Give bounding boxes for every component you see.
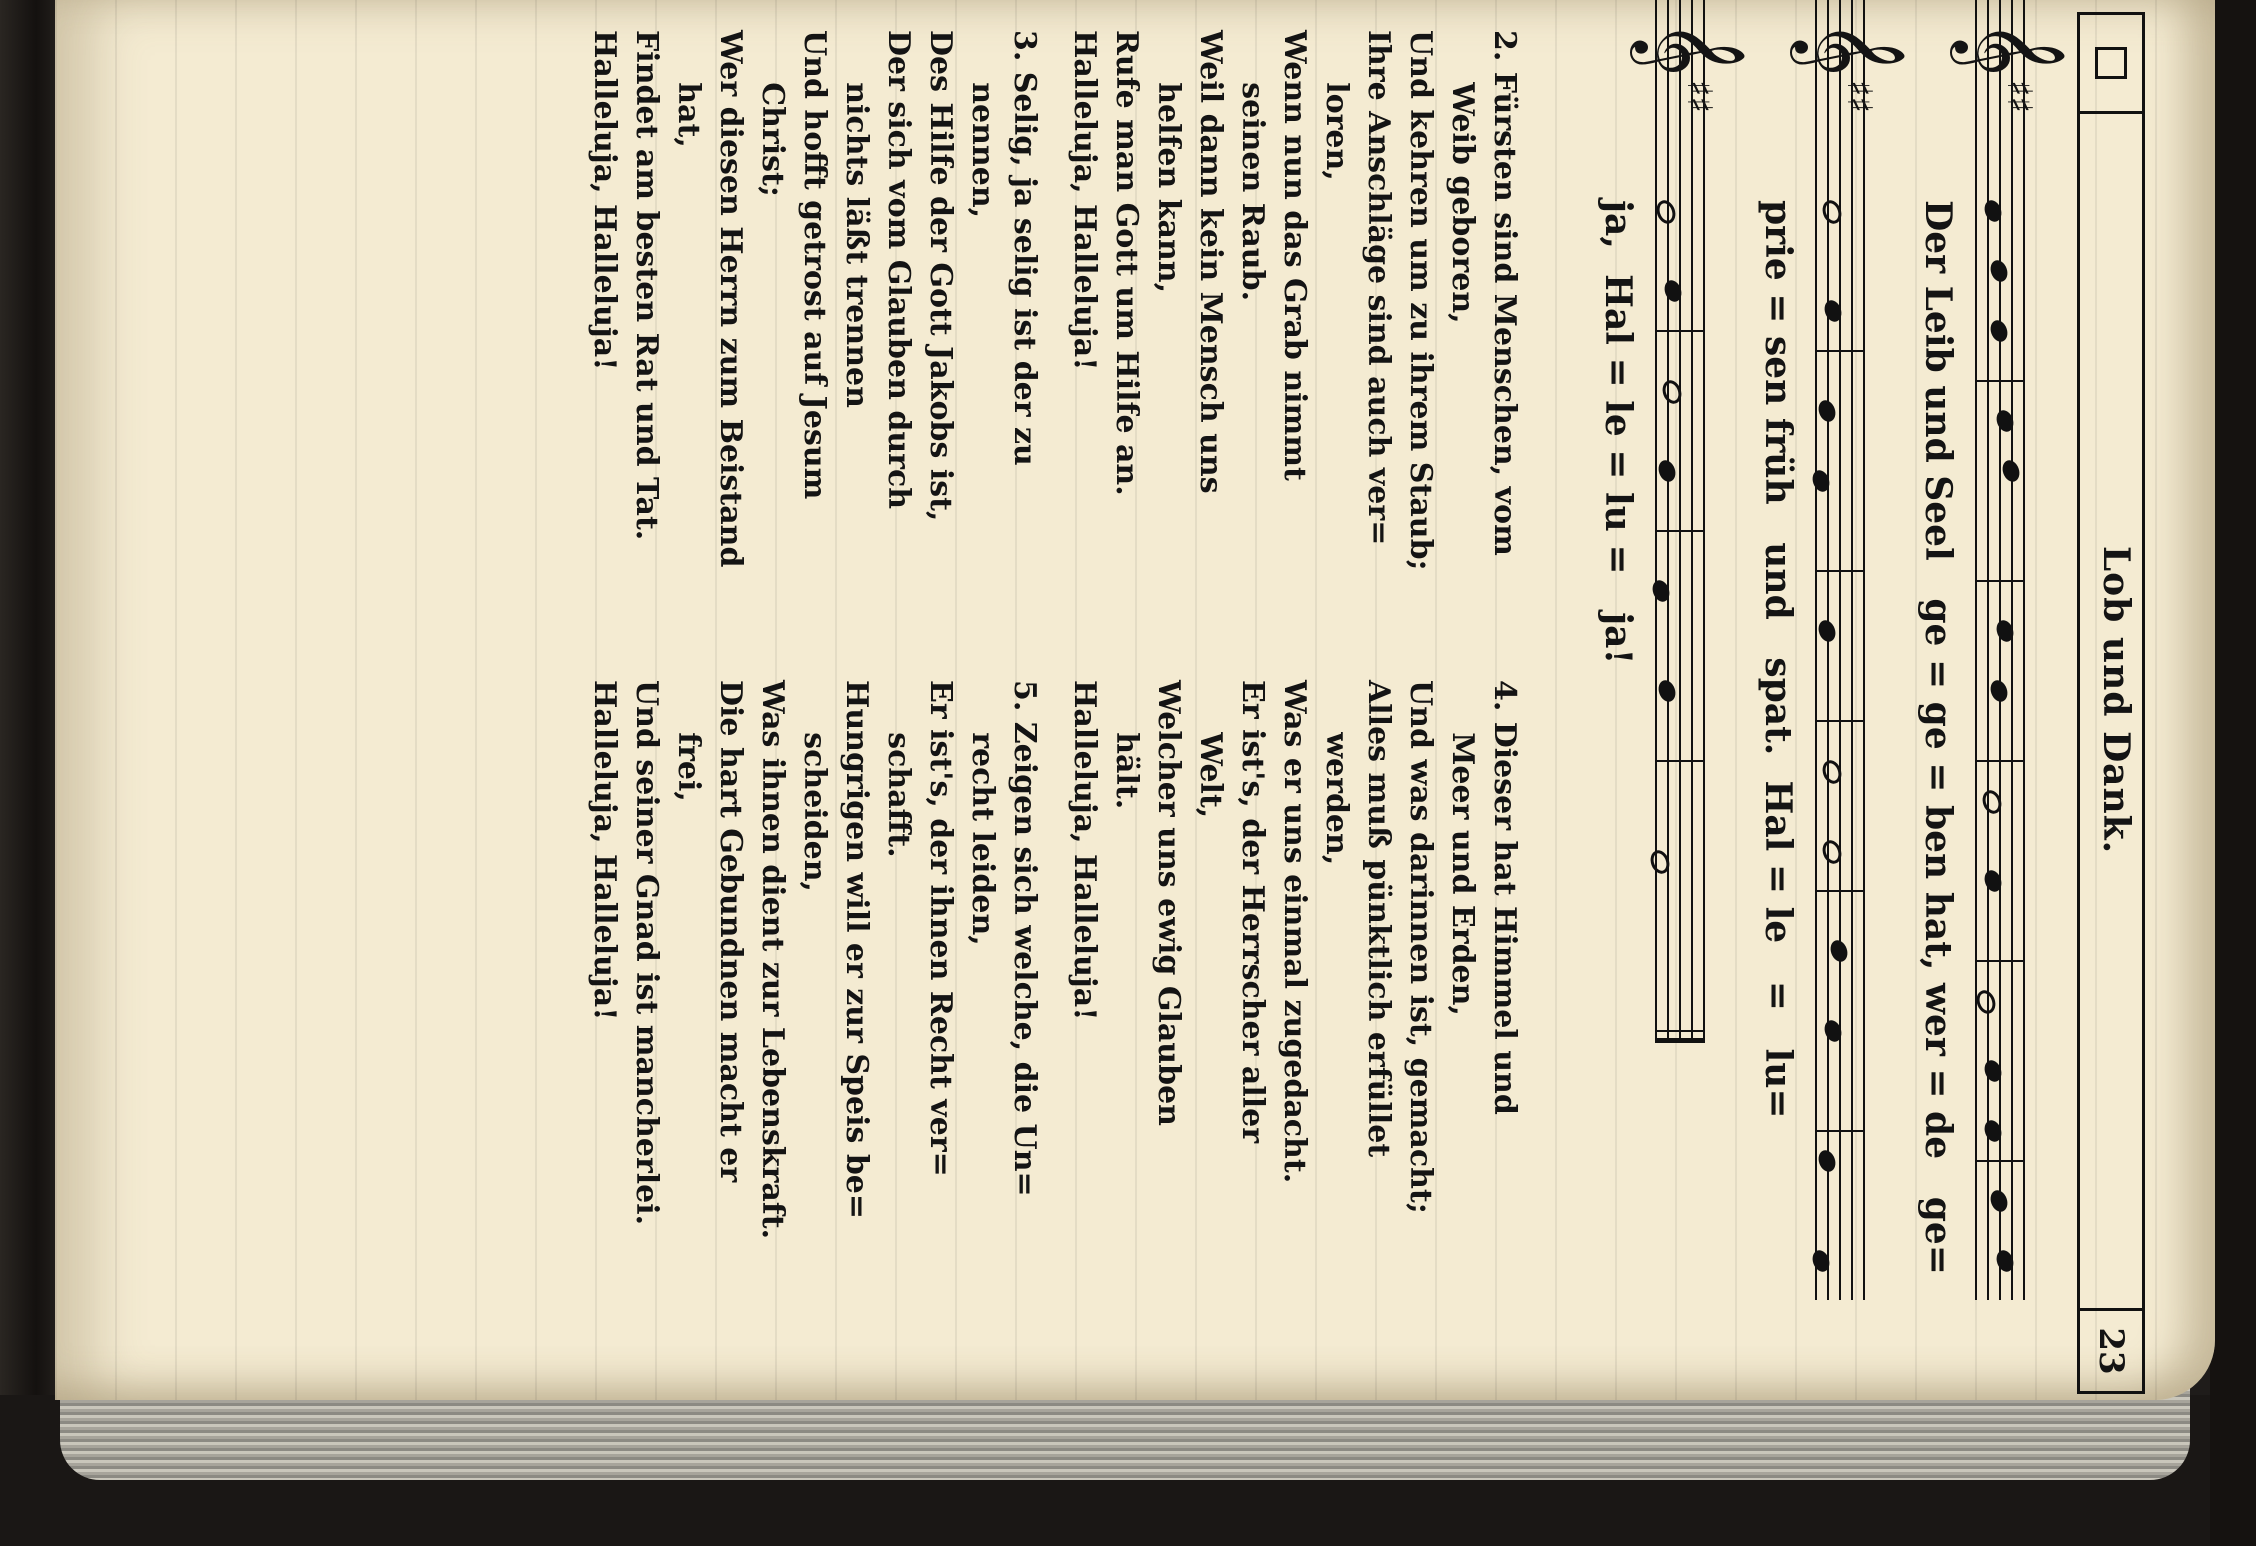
music-system-2 (1735, 0, 1907, 1400)
note (1973, 988, 1998, 1017)
sharp-icon: ♯♯ (1679, 80, 1719, 113)
verse-2: 2. Fürsten sind Menschen, vom Weib geboren, Und kehren um zu ihrem Staub; Ihre Anschläge sind auch ver= loren, Wenn nun das Grab nimmt seinen Raub. Weil dann kein Mensch uns helfen kann, Rufe man Gott um Hilfe an. Halleluja, Halleluja! (1067, 30, 1522, 571)
music-system-3 (1575, 0, 1747, 1400)
treble-clef-icon: 𝄞 (1635, 20, 1747, 77)
rotated-page-content (95, 0, 2155, 1400)
sharp-icon: ♯♯ (1839, 80, 1879, 113)
treble-clef-icon: 𝄞 (1795, 20, 1907, 77)
note (1653, 198, 1678, 227)
page-number: 23 (2077, 1308, 2145, 1394)
lyrics-line-3: ja, Hal = le = lu = ja! (1597, 200, 1639, 665)
sharp-icon: ♯♯ (1999, 80, 2039, 113)
note (1988, 678, 2011, 704)
page-title: Lob und Dank. (2095, 545, 2137, 855)
note (1828, 938, 1851, 964)
verse-3: 3. Selig, ja selig ist der zu nennen, Des Hilfe der Gott Jakobs ist, Der sich vom Glauben durch nichts läßt trennen Und hofft getrost auf Jesum Christ; Wer diesen Herrn zum Beistand hat, Findet am besten Rat und Tat. Halleluja, Halleluja! (587, 30, 1042, 568)
page-header (2071, 0, 2155, 1400)
book-cover-right (2210, 0, 2256, 1546)
note (1988, 258, 2011, 284)
verse-5: 5. Zeigen sich welche, die Un= recht leiden, Er ist's, der ihnen Recht ver= schafft. Hungrigen will er zur Speis be= scheiden, Was ihnen dient zur Lebenskraft. Die hart Gebundnen macht er frei, Und seiner Gnad ist mancherlei. Halleluja, Halleluja! (587, 680, 1042, 1240)
note (1816, 618, 1839, 644)
note (1816, 398, 1839, 424)
note (1816, 1148, 1839, 1174)
book-binding (0, 0, 60, 1546)
note (1656, 678, 1679, 704)
book-page (55, 0, 2215, 1400)
note (1988, 1188, 2011, 1214)
note (1988, 318, 2011, 344)
treble-clef-icon: 𝄞 (1955, 20, 2067, 77)
note (1656, 458, 1679, 484)
verse-4: 4. Dieser hat Himmel und Meer und Erden, Und was darinnen ist, gemacht; Alles muß pünktlich erfüllet werden, Was er uns einmal zugedacht. Er ist's, der Herrscher aller Welt, Welcher uns ewig Glauben hält. Halleluja, Halleluja! (1067, 680, 1522, 1214)
music-system-1 (1895, 0, 2067, 1400)
lyrics-line-1: Der Leib und Seel ge = ge = ben hat, wer = de ge= (1917, 200, 1959, 1275)
lyrics-line-2: prie = sen früh und spat. Hal = le = lu= (1757, 200, 1799, 1119)
note (2000, 458, 2023, 484)
